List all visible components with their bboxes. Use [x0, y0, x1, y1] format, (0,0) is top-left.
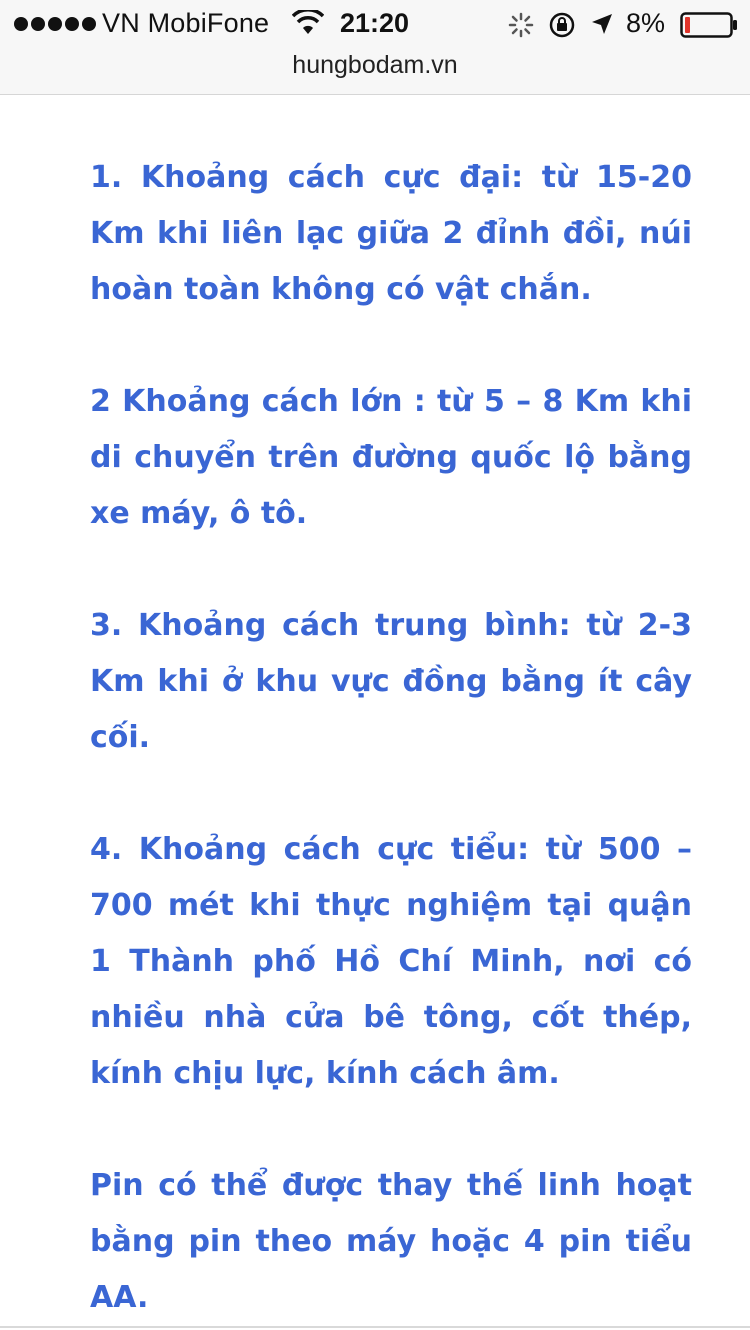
- url-text[interactable]: hungbodam.vn: [292, 51, 458, 79]
- article-paragraph-5: Pin có thể được thay thế linh hoạt bằng pin theo máy hoặc 4 pin tiểu AA.: [90, 1168, 692, 1315]
- clock: 21:20: [340, 8, 410, 38]
- wifi-icon: [292, 10, 324, 36]
- article-paragraph-1: 1. Khoảng cách cực đại: từ 15-20 Km khi liên lạc giữa 2 đỉnh đồi, núi hoàn toàn không có vật chắn.: [90, 160, 692, 307]
- rotation-lock-icon: [548, 11, 576, 39]
- battery-icon: [680, 12, 738, 38]
- article-content: [90, 150, 692, 1330]
- address-bar[interactable]: [0, 50, 750, 95]
- activity-spinner-icon: [508, 12, 534, 38]
- location-arrow-icon: [590, 12, 614, 36]
- article-paragraph-2: 2 Khoảng cách lớn : từ 5 – 8 Km khi di chuyển trên đường quốc lộ bằng xe máy, ô tô.: [90, 384, 692, 531]
- bottom-divider: [0, 1326, 750, 1328]
- status-bar: [0, 0, 750, 50]
- carrier-name: VN MobiFone: [102, 8, 270, 38]
- signal-strength-icon: [14, 17, 96, 31]
- article-paragraph-3: 3. Khoảng cách trung bình: từ 2-3 Km khi ở khu vực đồng bằng ít cây cối.: [90, 608, 692, 755]
- battery-percent: 8%: [626, 8, 666, 38]
- article-paragraph-4: 4. Khoảng cách cực tiểu: từ 500 – 700 mét khi thực nghiệm tại quận 1 Thành phố Hồ Chí Minh, nơi có nhiều nhà cửa bê tông, cốt thép, kính chịu lực, kính cách âm.: [90, 832, 692, 1091]
